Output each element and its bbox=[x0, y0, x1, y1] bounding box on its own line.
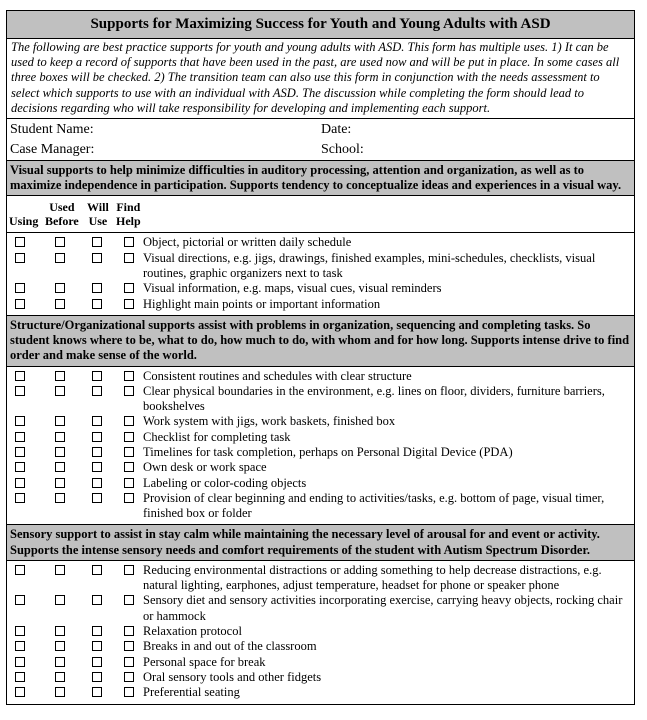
checkbox-using[interactable] bbox=[15, 371, 25, 381]
checkbox-find-help[interactable] bbox=[124, 641, 134, 651]
section-items-structure bbox=[7, 367, 634, 526]
support-item bbox=[7, 639, 634, 654]
support-item-text: Checklist for completing task bbox=[143, 429, 291, 444]
checkbox-group bbox=[7, 297, 139, 312]
support-item bbox=[7, 445, 634, 460]
support-item bbox=[7, 414, 634, 429]
checkbox-group bbox=[7, 251, 139, 282]
support-item-text: Oral sensory tools and other fidgets bbox=[143, 669, 322, 684]
checkbox-used-before[interactable] bbox=[55, 253, 65, 263]
checkbox-group bbox=[7, 369, 139, 384]
checkbox-find-help[interactable] bbox=[124, 657, 134, 667]
supports-form bbox=[6, 10, 635, 705]
column-headers bbox=[7, 196, 634, 233]
checkbox-will-use[interactable] bbox=[92, 672, 102, 682]
checkbox-group bbox=[7, 476, 139, 491]
checkbox-group bbox=[7, 281, 139, 296]
support-item bbox=[7, 593, 634, 624]
checkbox-will-use[interactable] bbox=[92, 657, 102, 667]
checkbox-used-before[interactable] bbox=[55, 447, 65, 457]
checkbox-using[interactable] bbox=[15, 565, 25, 575]
checkbox-will-use[interactable] bbox=[92, 565, 102, 575]
checkbox-find-help[interactable] bbox=[124, 565, 134, 575]
form-title: Supports for Maximizing Success for Youth and Young Adults with ASD bbox=[7, 11, 634, 39]
checkbox-group bbox=[7, 384, 139, 415]
checkbox-find-help[interactable] bbox=[124, 493, 134, 503]
support-item bbox=[7, 685, 634, 700]
checkbox-will-use[interactable] bbox=[92, 432, 102, 442]
checkbox-using[interactable] bbox=[15, 386, 25, 396]
checkbox-find-help[interactable] bbox=[124, 447, 134, 457]
support-item bbox=[7, 251, 634, 282]
checkbox-find-help[interactable] bbox=[124, 299, 134, 309]
checkbox-find-help[interactable] bbox=[124, 432, 134, 442]
checkbox-using[interactable] bbox=[15, 299, 25, 309]
support-item-text: Visual directions, e.g. jigs, drawings, finished examples, mini-schedules, checklists, visual routines, graphic organizers next to task bbox=[143, 250, 596, 281]
checkbox-using[interactable] bbox=[15, 432, 25, 442]
support-item-text: Breaks in and out of the classroom bbox=[143, 639, 317, 654]
checkbox-used-before[interactable] bbox=[55, 687, 65, 697]
checkbox-group bbox=[7, 563, 139, 594]
checkbox-using[interactable] bbox=[15, 478, 25, 488]
checkbox-group bbox=[7, 491, 139, 522]
checkbox-used-before[interactable] bbox=[55, 657, 65, 667]
support-item bbox=[7, 297, 634, 312]
col-used-before: Used Before bbox=[45, 200, 79, 229]
checkbox-using[interactable] bbox=[15, 687, 25, 697]
checkbox-used-before[interactable] bbox=[55, 386, 65, 396]
checkbox-using[interactable] bbox=[15, 462, 25, 472]
school-field[interactable]: School: bbox=[321, 142, 364, 158]
checkbox-will-use[interactable] bbox=[92, 478, 102, 488]
support-item-text: Personal space for break bbox=[143, 654, 266, 669]
checkbox-find-help[interactable] bbox=[124, 416, 134, 426]
case-manager-field[interactable]: Case Manager: bbox=[10, 142, 95, 158]
checkbox-find-help[interactable] bbox=[124, 253, 134, 263]
col-using: Using bbox=[9, 214, 39, 229]
col-find-help: Find Help bbox=[116, 200, 141, 229]
student-info-fields bbox=[7, 119, 634, 161]
checkbox-used-before[interactable] bbox=[55, 478, 65, 488]
support-item bbox=[7, 281, 634, 296]
checkbox-will-use[interactable] bbox=[92, 283, 102, 293]
support-item-text: Provision of clear beginning and ending to activities/tasks, e.g. bottom of page, visual timer, finished box or folder bbox=[143, 490, 605, 521]
section-heading-structure: Structure/Organizational supports assist with problems in organization, sequencing and completing tasks. So student knows where to be, what to do, how much to do, with whom and for how long. Supports intense drive to find order and make sense of the world. bbox=[7, 316, 634, 367]
checkbox-find-help[interactable] bbox=[124, 687, 134, 697]
checkbox-group bbox=[7, 414, 139, 429]
support-item bbox=[7, 624, 634, 639]
section-items-sensory bbox=[7, 561, 634, 704]
support-item-text: Relaxation protocol bbox=[143, 624, 242, 639]
section-heading-visual: Visual supports to help minimize difficulties in auditory processing, attention and organization, as well as to maximize independence in participation. Supports tendency to conceptualize ideas and experiences in a visual way. bbox=[7, 161, 634, 196]
checkbox-find-help[interactable] bbox=[124, 371, 134, 381]
support-item-text: Highlight main points or important information bbox=[143, 296, 381, 311]
checkbox-used-before[interactable] bbox=[55, 626, 65, 636]
support-item bbox=[7, 460, 634, 475]
checkbox-using[interactable] bbox=[15, 626, 25, 636]
checkbox-find-help[interactable] bbox=[124, 462, 134, 472]
intro-text: The following are best practice supports for youth and young adults with ASD. This form has multiple uses. 1) It can be used to keep a record of supports that have been used in the past, are used now and will be put in place. In some cases all three boxes will be checked. 2) The transition team can also use this form in conjunction with the needs assessment to select which supports to use with an individual with ASD. The discussion while completing the form should lead to decisions regarding who will take responsibility for developing and implementing each support. bbox=[7, 39, 634, 119]
student-name-field[interactable]: Student Name: bbox=[10, 122, 94, 138]
checkbox-used-before[interactable] bbox=[55, 237, 65, 247]
checkbox-using[interactable] bbox=[15, 447, 25, 457]
support-item-text: Preferential seating bbox=[143, 685, 240, 700]
support-item-text: Work system with jigs, work baskets, finished box bbox=[143, 414, 396, 429]
checkbox-group bbox=[7, 639, 139, 654]
checkbox-will-use[interactable] bbox=[92, 416, 102, 426]
checkbox-will-use[interactable] bbox=[92, 299, 102, 309]
checkbox-used-before[interactable] bbox=[55, 462, 65, 472]
checkbox-group bbox=[7, 624, 139, 639]
support-item-text: Consistent routines and schedules with clear structure bbox=[143, 368, 412, 383]
checkbox-group bbox=[7, 430, 139, 445]
checkbox-group bbox=[7, 655, 139, 670]
checkbox-using[interactable] bbox=[15, 641, 25, 651]
support-item bbox=[7, 430, 634, 445]
checkbox-using[interactable] bbox=[15, 657, 25, 667]
checkbox-will-use[interactable] bbox=[92, 626, 102, 636]
col-will-use: Will Use bbox=[87, 200, 109, 229]
support-item bbox=[7, 563, 634, 594]
section-heading-sensory: Sensory support to assist in stay calm while maintaining the necessary level of arousal for and event or activity. Supports the intense sensory needs and comfort requirements of the student with Autism Spectrum Disorder. bbox=[7, 525, 634, 560]
support-item-text: Reducing environmental distractions or adding something to help decrease distractions, e.g. natural lighting, earphones, adjust temperature, headset for phone or speaker phone bbox=[143, 562, 602, 593]
checkbox-used-before[interactable] bbox=[55, 432, 65, 442]
checkbox-will-use[interactable] bbox=[92, 687, 102, 697]
support-item-text: Object, pictorial or written daily schedule bbox=[143, 235, 352, 250]
checkbox-used-before[interactable] bbox=[55, 283, 65, 293]
support-item bbox=[7, 476, 634, 491]
checkbox-group bbox=[7, 445, 139, 460]
checkbox-group bbox=[7, 593, 139, 624]
checkbox-using[interactable] bbox=[15, 672, 25, 682]
checkbox-used-before[interactable] bbox=[55, 416, 65, 426]
checkbox-will-use[interactable] bbox=[92, 371, 102, 381]
support-item-text: Sensory diet and sensory activities incorporating exercise, carrying heavy objects, rocking chair or hammock bbox=[143, 593, 623, 623]
checkbox-group bbox=[7, 235, 139, 250]
support-item-text: Visual information, e.g. maps, visual cues, visual reminders bbox=[143, 281, 442, 296]
checkbox-will-use[interactable] bbox=[92, 447, 102, 457]
checkbox-will-use[interactable] bbox=[92, 493, 102, 503]
support-item bbox=[7, 655, 634, 670]
checkbox-used-before[interactable] bbox=[55, 672, 65, 682]
checkbox-used-before[interactable] bbox=[55, 493, 65, 503]
section-items-visual bbox=[7, 233, 634, 315]
checkbox-used-before[interactable] bbox=[55, 595, 65, 605]
checkbox-used-before[interactable] bbox=[55, 641, 65, 651]
checkbox-using[interactable] bbox=[15, 416, 25, 426]
checkbox-find-help[interactable] bbox=[124, 283, 134, 293]
support-item-text: Clear physical boundaries in the environment, e.g. lines on floor, dividers, furniture barriers, bookshelves bbox=[143, 383, 605, 414]
checkbox-using[interactable] bbox=[15, 493, 25, 503]
checkbox-group bbox=[7, 670, 139, 685]
checkbox-find-help[interactable] bbox=[124, 386, 134, 396]
support-item bbox=[7, 369, 634, 384]
checkbox-used-before[interactable] bbox=[55, 371, 65, 381]
checkbox-used-before[interactable] bbox=[55, 565, 65, 575]
checkbox-using[interactable] bbox=[15, 283, 25, 293]
support-item bbox=[7, 235, 634, 250]
checkbox-find-help[interactable] bbox=[124, 626, 134, 636]
checkbox-will-use[interactable] bbox=[92, 462, 102, 472]
checkbox-find-help[interactable] bbox=[124, 478, 134, 488]
checkbox-using[interactable] bbox=[15, 253, 25, 263]
checkbox-find-help[interactable] bbox=[124, 595, 134, 605]
support-item bbox=[7, 670, 634, 685]
support-item-text: Labeling or color-coding objects bbox=[143, 475, 307, 490]
checkbox-using[interactable] bbox=[15, 237, 25, 247]
checkbox-find-help[interactable] bbox=[124, 237, 134, 247]
checkbox-find-help[interactable] bbox=[124, 672, 134, 682]
date-field[interactable]: Date: bbox=[321, 122, 352, 138]
checkbox-will-use[interactable] bbox=[92, 386, 102, 396]
checkbox-will-use[interactable] bbox=[92, 253, 102, 263]
checkbox-using[interactable] bbox=[15, 595, 25, 605]
support-item bbox=[7, 491, 634, 522]
checkbox-group bbox=[7, 685, 139, 700]
checkbox-will-use[interactable] bbox=[92, 237, 102, 247]
support-item-text: Timelines for task completion, perhaps on Personal Digital Device (PDA) bbox=[143, 445, 513, 459]
support-item bbox=[7, 384, 634, 415]
support-item-text: Own desk or work space bbox=[143, 460, 267, 475]
checkbox-used-before[interactable] bbox=[55, 299, 65, 309]
checkbox-group bbox=[7, 460, 139, 475]
checkbox-will-use[interactable] bbox=[92, 595, 102, 605]
checkbox-will-use[interactable] bbox=[92, 641, 102, 651]
